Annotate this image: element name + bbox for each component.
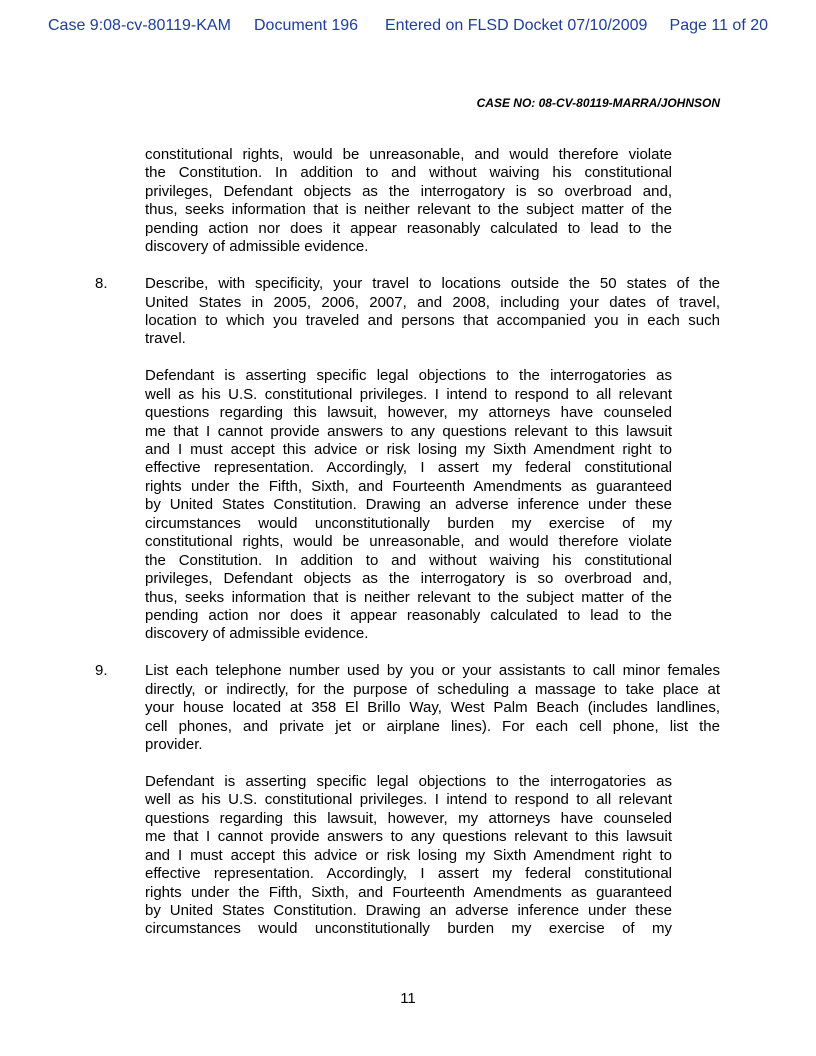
text-line: effective representation. Accordingly, I assert my federal constitutional: [145, 459, 672, 477]
text-line: rights under the Fifth, Sixth, and Fourteenth Amendments as guaranteed: [145, 477, 672, 495]
text-line: circumstances would unconstitutionally burden my exercise of my: [145, 920, 672, 938]
text-line: privileges, Defendant objects as the interrogatory is so overbroad and,: [145, 570, 672, 588]
text-line: and I must accept this advice or risk losing my Sixth Amendment right to: [145, 441, 672, 458]
text-line: me that I cannot provide answers to any questions relevant to this lawsuit: [145, 422, 672, 440]
interrogatory-item: [95, 275, 720, 349]
case-caption: CASE NO: 08-CV-80119-MARRA/JOHNSON: [476, 96, 720, 110]
text-line: directly, or indirectly, for the purpose of scheduling a massage to take place at: [145, 680, 720, 698]
text-line: discovery of admissible evidence.: [145, 625, 369, 643]
text-line: the Constitution. In addition to and without waiving his constitutional: [145, 551, 672, 569]
text-line: United States in 2005, 2006, 2007, and 2008, including your dates of travel,: [145, 293, 720, 311]
document-body: [0, 146, 816, 957]
text-line: location to which you traveled and persons that accompanied you in each such: [145, 311, 720, 329]
text-line: by United States Constitution. Drawing an adverse inference under these: [145, 901, 672, 919]
text-line: questions regarding this lawsuit, however, my attorneys have counseled: [145, 809, 672, 827]
text-line: discovery of admissible evidence.: [145, 238, 369, 256]
text-line: privileges, Defendant objects as the interrogatory is so overbroad and,: [145, 182, 672, 200]
item-number: 8.: [95, 275, 108, 293]
text-line: questions regarding this lawsuit, however, my attorneys have counseled: [145, 404, 672, 422]
text-line: rights under the Fifth, Sixth, and Fourteenth Amendments as guaranteed: [145, 883, 672, 901]
text-line: Defendant is asserting specific legal objections to the interrogatories as: [145, 772, 672, 790]
page-number: 11: [400, 990, 416, 1007]
response-paragraph: [145, 367, 672, 644]
text-line: your house located at 358 El Brillo Way, West Palm Beach (includes landlines,: [145, 699, 720, 717]
text-line: thus, seeks information that is neither relevant to the subject matter of the: [145, 588, 672, 606]
interrogatory-item: [95, 662, 720, 754]
text-line: circumstances would unconstitutionally burden my exercise of my: [145, 514, 672, 532]
text-line: provider.: [145, 736, 203, 753]
text-line: Describe, with specificity, your travel to locations outside the 50 states of the: [145, 275, 720, 293]
text-line: thus, seeks information that is neither relevant to the subject matter of the: [145, 201, 672, 219]
response-paragraph: [145, 146, 672, 257]
case-number-link: Case 9:08-cv-80119-KAM: [48, 17, 231, 34]
text-line: constitutional rights, would be unreasonable, and would therefore violate: [145, 146, 672, 163]
entered-date: Entered on FLSD Docket 07/10/2009: [385, 17, 648, 34]
text-line: List each telephone number used by you or your assistants to call minor females: [145, 662, 720, 680]
text-line: travel.: [145, 330, 186, 348]
text-line: and I must accept this advice or risk losing my Sixth Amendment right to: [145, 846, 672, 864]
item-number: 9.: [95, 662, 108, 680]
text-line: cell phones, and private jet or airplane lines). For each cell phone, list the: [145, 717, 720, 735]
document-number: Document 196: [254, 17, 359, 34]
text-line: pending action nor does it appear reasonably calculated to lead to the: [145, 606, 672, 624]
text-line: well as his U.S. constitutional privileges. I intend to respond to all relevant: [145, 385, 672, 403]
text-line: Defendant is asserting specific legal objections to the interrogatories as: [145, 367, 672, 385]
text-line: the Constitution. In addition to and without waiving his constitutional: [145, 164, 672, 182]
text-line: constitutional rights, would be unreasonable, and would therefore violate: [145, 533, 672, 551]
text-line: well as his U.S. constitutional privileges. I intend to respond to all relevant: [145, 791, 672, 809]
response-paragraph: [145, 773, 672, 939]
text-line: pending action nor does it appear reasonably calculated to lead to the: [145, 219, 672, 237]
text-line: by United States Constitution. Drawing an adverse inference under these: [145, 496, 672, 514]
page-count: Page 11 of 20: [669, 17, 768, 34]
text-line: effective representation. Accordingly, I assert my federal constitutional: [145, 865, 672, 883]
text-line: me that I cannot provide answers to any questions relevant to this lawsuit: [145, 828, 672, 846]
